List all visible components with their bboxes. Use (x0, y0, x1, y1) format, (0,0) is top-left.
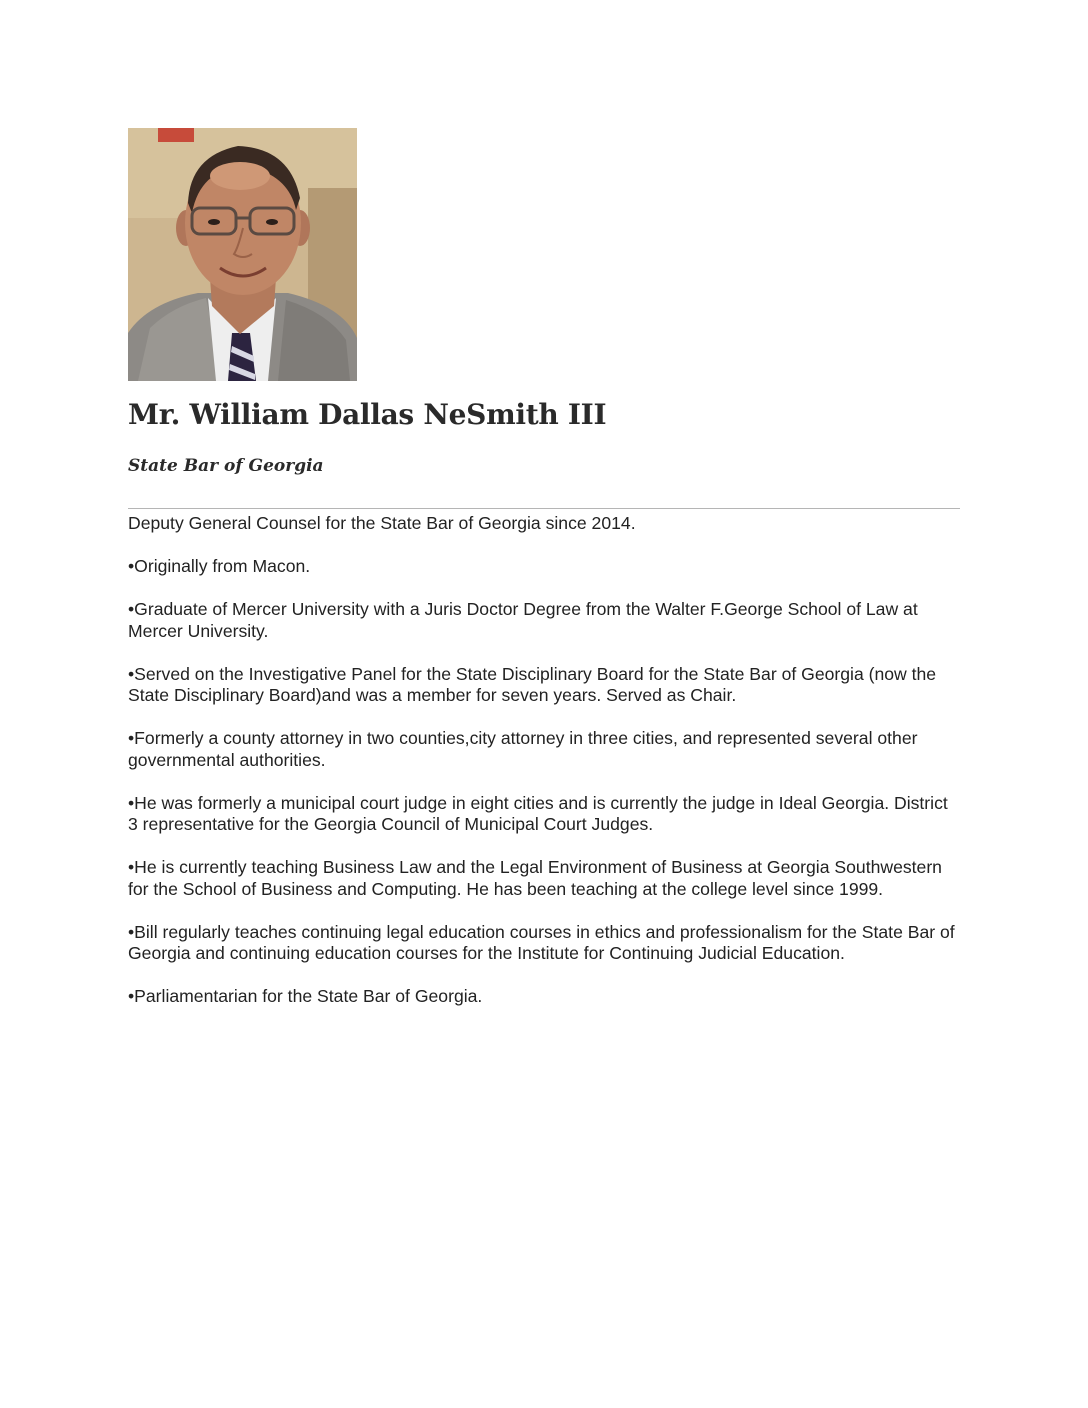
bio-paragraph: •He is currently teaching Business Law and the Legal Environment of Business at Georgia Southwestern for the School of Business and Computing. He has been teaching at the college level since 1999. (128, 857, 942, 899)
bio-paragraph: Deputy General Counsel for the State Bar of Georgia since 2014. (128, 513, 636, 533)
bio-text (128, 513, 960, 1029)
bio-paragraph: •Formerly a county attorney in two counties,city attorney in three cities, and represented several other governmental authorities. (128, 728, 918, 770)
portrait-photo (128, 128, 357, 381)
profile-name: Mr. William Dallas NeSmith III (128, 398, 607, 431)
bio-paragraph: •Served on the Investigative Panel for the State Disciplinary Board for the State Bar of Georgia (now the State Disciplinary Board)and was a member for seven years. Served as Chair. (128, 663, 937, 705)
bio-paragraph: •Bill regularly teaches continuing legal education courses in ethics and professionalism for the State Bar of Georgia and continuing education courses for the Institute for Continuing Judicial Education. (128, 921, 955, 963)
bio-paragraph: •He was formerly a municipal court judge in eight cities and is currently the judge in Ideal Georgia. District 3 representative for the Georgia Council of Municipal Court Judges. (128, 792, 948, 834)
bio-paragraph: •Parliamentarian for the State Bar of Georgia. (128, 986, 483, 1006)
bio-paragraph: •Graduate of Mercer University with a Juris Doctor Degree from the Walter F.George School of Law at Mercer University. (128, 599, 918, 641)
portrait-image (128, 128, 357, 381)
profile-organization: State Bar of Georgia (128, 456, 324, 476)
section-divider (128, 508, 960, 509)
bio-paragraph: •Originally from Macon. (128, 556, 311, 576)
